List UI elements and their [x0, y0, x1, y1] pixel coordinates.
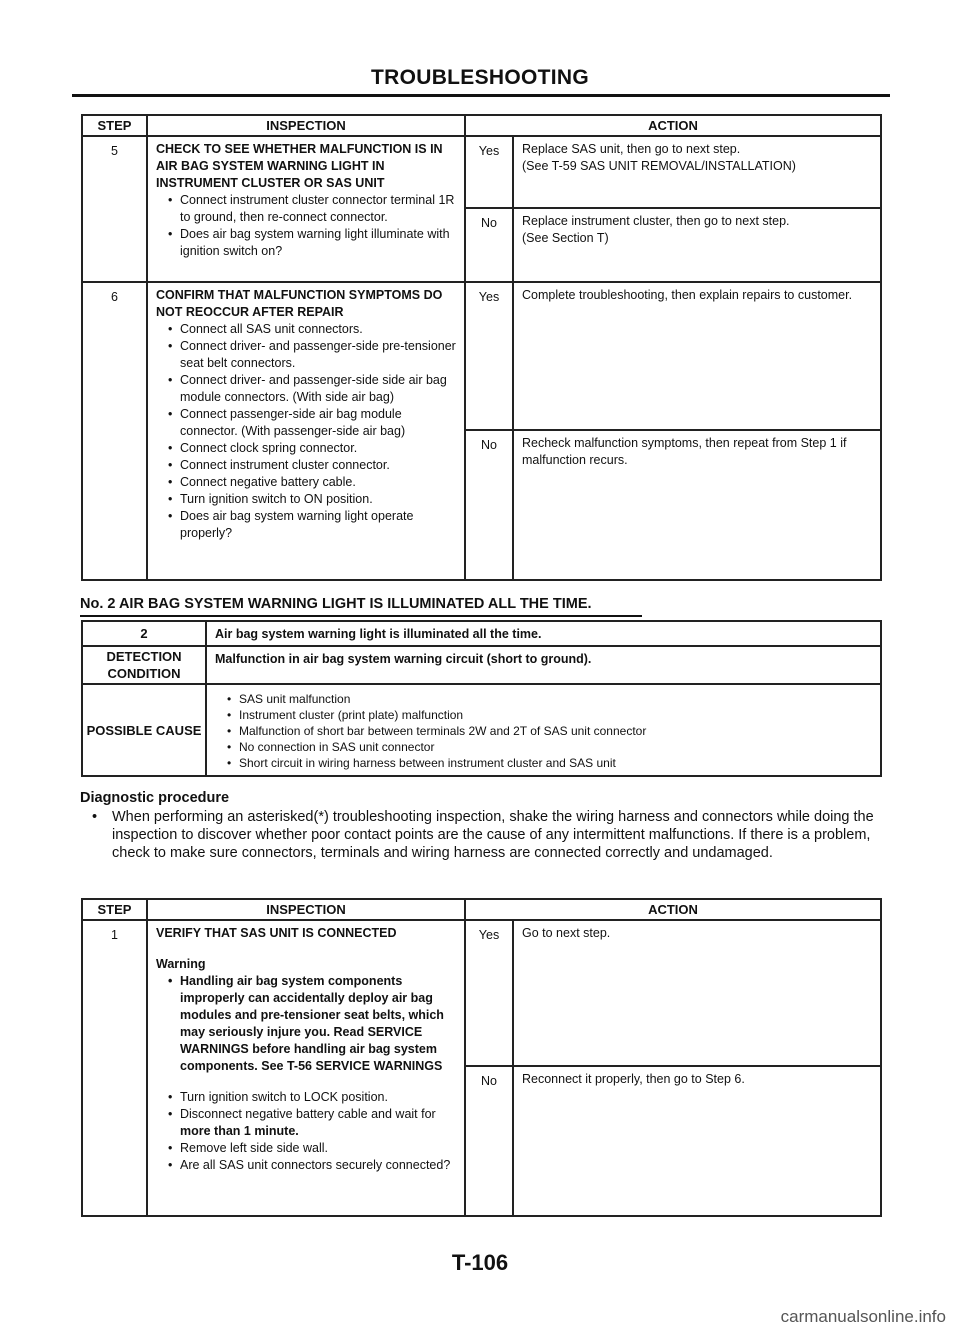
no-label: No	[465, 208, 513, 282]
inspection-bullet: • Connect all SAS unit connectors.	[168, 321, 456, 338]
possible-cause-list	[206, 684, 881, 776]
action-header: ACTION	[465, 115, 881, 136]
symptom-number: 2	[82, 621, 206, 646]
inspection-bullet: • Connect instrument cluster connector terminal 1R to ground, then re-connect connector.	[168, 192, 456, 226]
detection-condition-value: Malfunction in air bag system warning circuit (short to ground).	[206, 646, 881, 684]
inspection-title: VERIFY THAT SAS UNIT IS CONNECTED	[156, 926, 397, 940]
inspection-bullet: • Connect driver- and passenger-side pre-tensioner seat belt connectors.	[168, 338, 456, 372]
troubleshooting-table-1	[81, 114, 882, 581]
yes-label: Yes	[465, 282, 513, 430]
yes-action	[513, 136, 881, 208]
no-label: No	[465, 1066, 513, 1216]
no-action	[513, 208, 881, 282]
inspection-bullet: • Connect negative battery cable.	[168, 474, 456, 491]
action-text: Replace SAS unit, then go to next step.	[522, 142, 741, 156]
step-header: STEP	[82, 899, 147, 920]
inspection-bullet	[168, 1106, 456, 1140]
cause-item: • Instrument cluster (print plate) malfunction	[227, 707, 872, 723]
action-text: Replace instrument cluster, then go to next step.	[522, 214, 790, 228]
warning-label: Warning	[156, 957, 206, 971]
page-number: T-106	[451, 1250, 509, 1275]
section-heading-underline	[80, 615, 642, 617]
inspection-cell	[147, 920, 465, 1216]
cause-item: • No connection in SAS unit connector	[227, 739, 872, 755]
no-action: Recheck malfunction symptoms, then repeat from Step 1 if malfunction recurs.	[513, 430, 881, 580]
yes-action: Go to next step.	[513, 920, 881, 1066]
inspection-title: CHECK TO SEE WHETHER MALFUNCTION IS IN AIR BAG SYSTEM WARNING LIGHT IN INSTRUMENT CLUSTER OR SAS UNIT	[156, 142, 443, 190]
watermark: carmanualsonline.info	[780, 1307, 946, 1326]
inspection-bullet: • Connect clock spring connector.	[168, 440, 456, 457]
inspection-bullet: • Connect instrument cluster connector.	[168, 457, 456, 474]
inspection-bullet: • Turn ignition switch to ON position.	[168, 491, 456, 508]
no-action: Reconnect it properly, then go to Step 6.	[513, 1066, 881, 1216]
troubleshooting-table-2	[81, 898, 882, 1217]
inspection-bullet: • Turn ignition switch to LOCK position.	[168, 1089, 456, 1106]
action-reference: (See T-59 SAS UNIT REMOVAL/INSTALLATION)	[522, 159, 796, 173]
step-number: 5	[82, 136, 147, 282]
inspection-bullet: • Connect passenger-side air bag module connector. (With passenger-side air bag)	[168, 406, 456, 440]
inspection-header: INSPECTION	[147, 899, 465, 920]
action-header: ACTION	[465, 899, 881, 920]
inspection-bullet: • Does air bag system warning light illuminate with ignition switch on?	[168, 226, 456, 260]
inspection-bullet: • Remove left side side wall.	[168, 1140, 456, 1157]
inspection-bullet: • Connect driver- and passenger-side side air bag module connectors. (With side air bag)	[168, 372, 456, 406]
diagnostic-procedure-title: Diagnostic procedure	[80, 790, 230, 806]
spacer	[156, 942, 456, 956]
step-header: STEP	[82, 115, 147, 136]
step-number: 6	[82, 282, 147, 580]
symptom-table	[81, 620, 882, 777]
cause-item: • SAS unit malfunction	[227, 691, 872, 707]
symptom-description: Air bag system warning light is illuminated all the time.	[206, 621, 881, 646]
inspection-bullet: • Does air bag system warning light operate properly?	[168, 508, 456, 542]
detection-condition-label: DETECTION CONDITION	[82, 646, 206, 684]
yes-label: Yes	[465, 136, 513, 208]
page-title: TROUBLESHOOTING	[371, 66, 589, 89]
inspection-cell	[147, 282, 465, 580]
inspection-bullet: • Are all SAS unit connectors securely connected?	[168, 1157, 456, 1174]
diagnostic-procedure-note	[80, 808, 892, 862]
warning-bullet: • Handling air bag system components improperly can accidentally deploy air bag modules and pre-tensioner seat belts, which may seriously injure you. Read SERVICE WARNINGS before handling air bag system components. See T-56 SERVICE WARNINGS	[168, 973, 456, 1075]
inspection-header: INSPECTION	[147, 115, 465, 136]
title-divider	[72, 94, 890, 97]
diagnostic-note-text: • When performing an asterisked(*) troubleshooting inspection, shake the wiring harness and connectors while doing the inspection to discover whether poor contact points are the cause of any intermittent malfunctions. If there is a problem, check to make sure connectors, terminals and wiring harness are connected correctly and undamaged.	[92, 808, 892, 862]
yes-label: Yes	[465, 920, 513, 1066]
battery-wait-time: more than 1 minute.	[180, 1124, 299, 1138]
section-heading: No. 2 AIR BAG SYSTEM WARNING LIGHT IS ILLUMINATED ALL THE TIME.	[80, 596, 592, 612]
battery-text: Disconnect negative battery cable and wait for	[180, 1107, 436, 1121]
spacer	[156, 1075, 456, 1089]
step-number: 1	[82, 920, 147, 1216]
yes-action: Complete troubleshooting, then explain repairs to customer.	[513, 282, 881, 430]
inspection-cell	[147, 136, 465, 282]
cause-item: • Malfunction of short bar between terminals 2W and 2T of SAS unit connector	[227, 723, 872, 739]
inspection-title: CONFIRM THAT MALFUNCTION SYMPTOMS DO NOT REOCCUR AFTER REPAIR	[156, 288, 443, 319]
action-reference: (See Section T)	[522, 231, 609, 245]
possible-cause-label: POSSIBLE CAUSE	[82, 684, 206, 776]
no-label: No	[465, 430, 513, 580]
cause-item: • Short circuit in wiring harness between instrument cluster and SAS unit	[227, 755, 872, 771]
